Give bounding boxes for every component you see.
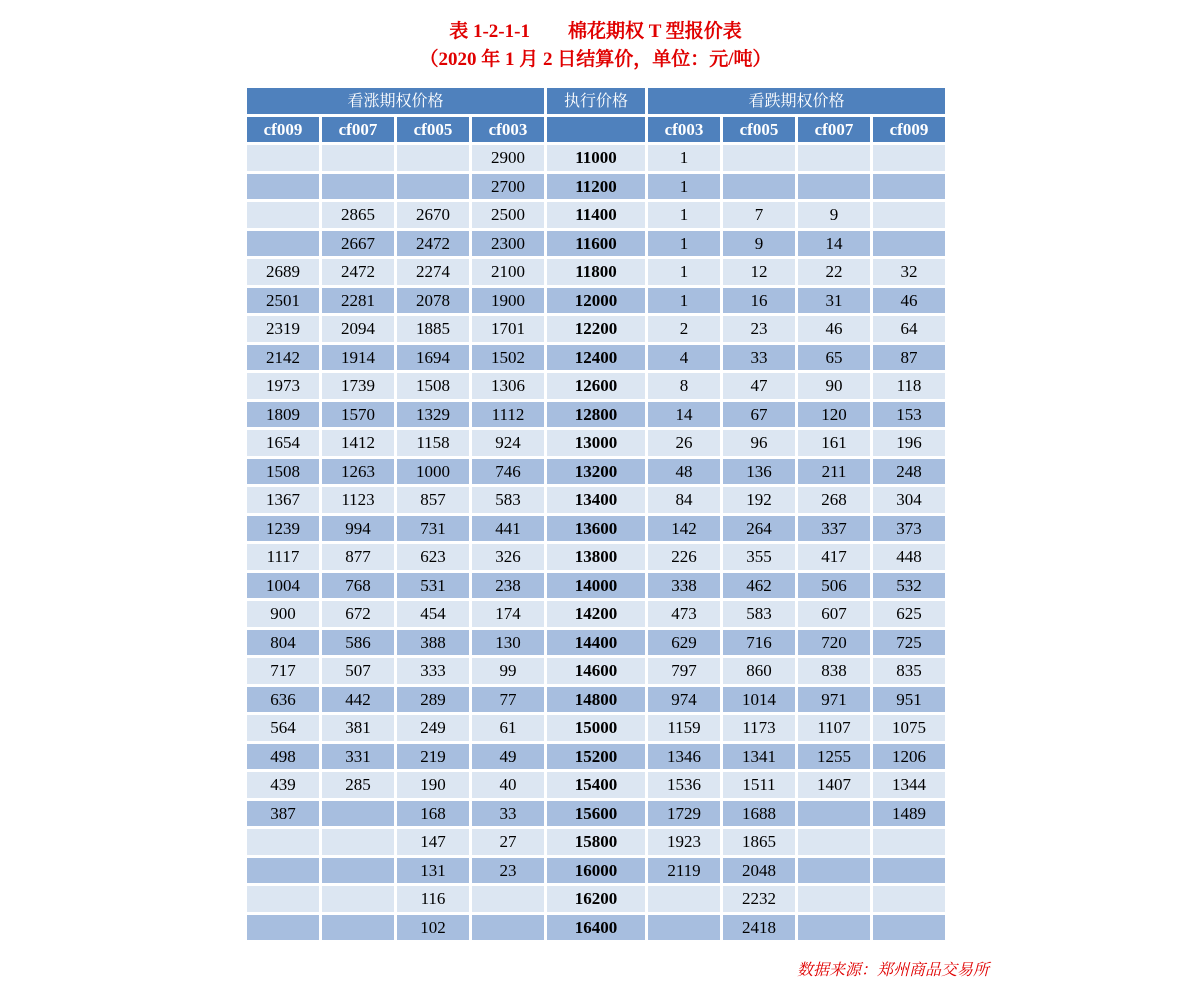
put-price-cell [648,915,720,941]
put-price-cell: 196 [873,430,945,456]
table-row [247,858,945,884]
put-price-cell: 835 [873,658,945,684]
strike-price-cell: 15600 [547,801,645,827]
call-price-cell: 33 [472,801,544,827]
call-column-header: cf007 [322,117,394,143]
put-price-cell: 33 [723,345,795,371]
call-price-cell [247,231,319,257]
call-price-cell: 623 [397,544,469,570]
put-price-cell: 120 [798,402,870,428]
put-group-header: 看跌期权价格 [648,88,945,114]
put-price-cell: 462 [723,573,795,599]
call-price-cell: 116 [397,886,469,912]
table-row [247,544,945,570]
put-price-cell: 90 [798,373,870,399]
call-price-cell: 2501 [247,288,319,314]
put-price-cell: 974 [648,687,720,713]
put-price-cell: 1014 [723,687,795,713]
put-price-cell: 417 [798,544,870,570]
put-price-cell: 26 [648,430,720,456]
put-price-cell [873,858,945,884]
call-price-cell: 131 [397,858,469,884]
strike-price-cell: 16000 [547,858,645,884]
put-price-cell: 136 [723,459,795,485]
call-price-cell: 531 [397,573,469,599]
call-price-cell: 1809 [247,402,319,428]
put-price-cell: 725 [873,630,945,656]
put-price-cell: 264 [723,516,795,542]
put-price-cell: 1255 [798,744,870,770]
call-price-cell: 40 [472,772,544,798]
call-price-cell [472,886,544,912]
t-quote-table [244,85,948,943]
call-price-cell: 636 [247,687,319,713]
call-price-cell: 2142 [247,345,319,371]
call-price-cell [247,915,319,941]
put-price-cell [798,858,870,884]
call-price-cell: 924 [472,430,544,456]
put-price-cell: 153 [873,402,945,428]
call-price-cell: 27 [472,829,544,855]
call-price-cell: 1263 [322,459,394,485]
put-price-cell [873,915,945,941]
call-price-cell: 507 [322,658,394,684]
table-row [247,886,945,912]
call-price-cell [322,829,394,855]
put-price-cell: 797 [648,658,720,684]
put-price-cell: 1 [648,174,720,200]
put-price-cell: 46 [873,288,945,314]
call-price-cell: 1112 [472,402,544,428]
call-price-cell: 381 [322,715,394,741]
put-price-cell [873,829,945,855]
call-price-cell: 1570 [322,402,394,428]
table-row [247,601,945,627]
call-price-cell: 2900 [472,145,544,171]
put-price-cell: 1173 [723,715,795,741]
put-column-header: cf003 [648,117,720,143]
strike-price-cell: 13600 [547,516,645,542]
strike-price-cell: 15200 [547,744,645,770]
call-price-cell [247,829,319,855]
call-price-cell: 285 [322,772,394,798]
call-price-cell: 326 [472,544,544,570]
put-price-cell [873,174,945,200]
call-price-cell: 147 [397,829,469,855]
put-price-cell: 211 [798,459,870,485]
call-price-cell [322,858,394,884]
put-price-cell: 1865 [723,829,795,855]
call-price-cell: 1158 [397,430,469,456]
put-price-cell: 65 [798,345,870,371]
call-price-cell: 1973 [247,373,319,399]
call-price-cell [397,145,469,171]
put-price-cell: 161 [798,430,870,456]
table-row [247,487,945,513]
call-price-cell: 219 [397,744,469,770]
put-price-cell: 304 [873,487,945,513]
call-price-cell: 804 [247,630,319,656]
call-price-cell: 1123 [322,487,394,513]
call-price-cell: 2689 [247,259,319,285]
strike-price-cell: 11600 [547,231,645,257]
call-price-cell [247,202,319,228]
put-price-cell: 248 [873,459,945,485]
put-price-cell [798,915,870,941]
put-price-cell: 1 [648,259,720,285]
strike-price-cell: 16400 [547,915,645,941]
call-price-cell: 1367 [247,487,319,513]
put-price-cell: 337 [798,516,870,542]
put-price-cell: 1159 [648,715,720,741]
put-price-cell: 1729 [648,801,720,827]
put-price-cell: 355 [723,544,795,570]
put-price-cell: 338 [648,573,720,599]
call-price-cell: 387 [247,801,319,827]
put-price-cell: 607 [798,601,870,627]
put-price-cell: 629 [648,630,720,656]
call-price-cell: 746 [472,459,544,485]
call-price-cell: 289 [397,687,469,713]
put-price-cell: 448 [873,544,945,570]
table-row [247,772,945,798]
call-price-cell: 1701 [472,316,544,342]
put-price-cell: 9 [723,231,795,257]
table-row [247,345,945,371]
group-header-row [247,88,945,114]
put-price-cell: 1536 [648,772,720,798]
put-price-cell: 1923 [648,829,720,855]
table-row [247,801,945,827]
call-price-cell: 2472 [322,259,394,285]
put-price-cell: 1489 [873,801,945,827]
table-row [247,288,945,314]
call-price-cell: 877 [322,544,394,570]
strike-price-cell: 11400 [547,202,645,228]
call-price-cell: 249 [397,715,469,741]
call-price-cell: 2700 [472,174,544,200]
put-price-cell: 64 [873,316,945,342]
table-row [247,145,945,171]
call-price-cell: 333 [397,658,469,684]
table-row [247,715,945,741]
table-row [247,915,945,941]
put-price-cell [873,202,945,228]
put-price-cell: 14 [798,231,870,257]
call-group-header: 看涨期权价格 [247,88,544,114]
call-price-cell: 168 [397,801,469,827]
call-price-cell [322,915,394,941]
call-price-cell: 768 [322,573,394,599]
put-price-cell: 716 [723,630,795,656]
call-price-cell [247,174,319,200]
call-price-cell: 2281 [322,288,394,314]
call-price-cell [397,174,469,200]
put-price-cell: 7 [723,202,795,228]
call-price-cell: 994 [322,516,394,542]
put-price-cell: 1107 [798,715,870,741]
strike-price-cell: 14800 [547,687,645,713]
put-price-cell: 47 [723,373,795,399]
call-price-cell: 49 [472,744,544,770]
put-price-cell: 84 [648,487,720,513]
put-price-cell: 46 [798,316,870,342]
strike-price-cell: 14000 [547,573,645,599]
put-price-cell: 31 [798,288,870,314]
put-price-cell: 268 [798,487,870,513]
call-price-cell: 441 [472,516,544,542]
put-price-cell: 971 [798,687,870,713]
strike-price-cell: 12800 [547,402,645,428]
call-price-cell: 1306 [472,373,544,399]
put-price-cell [798,886,870,912]
call-price-cell: 1508 [397,373,469,399]
call-price-cell: 564 [247,715,319,741]
put-price-cell: 720 [798,630,870,656]
call-price-cell: 731 [397,516,469,542]
put-price-cell [873,231,945,257]
call-price-cell: 77 [472,687,544,713]
put-price-cell: 1341 [723,744,795,770]
put-price-cell: 48 [648,459,720,485]
call-price-cell [322,145,394,171]
table-title: 表 1-2-1-1 棉花期权 T 型报价表 [449,21,742,42]
table-row [247,573,945,599]
call-price-cell: 442 [322,687,394,713]
strike-price-cell: 11800 [547,259,645,285]
call-price-cell: 388 [397,630,469,656]
strike-price-cell: 12000 [547,288,645,314]
call-price-cell: 2670 [397,202,469,228]
call-price-cell: 1117 [247,544,319,570]
table-subtitle: （2020 年 1 月 2 日结算价，单位：元/吨） [419,49,772,70]
call-price-cell: 2472 [397,231,469,257]
call-price-cell: 61 [472,715,544,741]
strike-price-cell: 16200 [547,886,645,912]
strike-price-cell: 15800 [547,829,645,855]
table-row [247,658,945,684]
call-price-cell: 2078 [397,288,469,314]
call-price-cell: 1900 [472,288,544,314]
call-price-cell: 174 [472,601,544,627]
put-price-cell: 838 [798,658,870,684]
strike-price-cell: 11000 [547,145,645,171]
call-price-cell: 454 [397,601,469,627]
put-price-cell [798,801,870,827]
put-price-cell: 67 [723,402,795,428]
strike-price-cell: 13400 [547,487,645,513]
put-price-cell: 1 [648,231,720,257]
call-price-cell: 2667 [322,231,394,257]
call-price-cell: 23 [472,858,544,884]
put-column-header: cf005 [723,117,795,143]
put-column-header: cf009 [873,117,945,143]
put-price-cell: 860 [723,658,795,684]
call-price-cell: 857 [397,487,469,513]
put-price-cell [873,886,945,912]
strike-price-cell: 11200 [547,174,645,200]
put-price-cell: 373 [873,516,945,542]
call-column-header: cf009 [247,117,319,143]
put-price-cell: 1511 [723,772,795,798]
put-price-cell: 142 [648,516,720,542]
call-price-cell: 900 [247,601,319,627]
call-price-cell [472,915,544,941]
put-price-cell [723,145,795,171]
strike-column-header [547,117,645,143]
table-row [247,430,945,456]
table-row [247,630,945,656]
put-price-cell [798,174,870,200]
call-price-cell: 2500 [472,202,544,228]
table-row [247,259,945,285]
table-row [247,202,945,228]
put-price-cell: 2418 [723,915,795,941]
call-column-header: cf005 [397,117,469,143]
call-price-cell: 1508 [247,459,319,485]
put-price-cell [723,174,795,200]
call-price-cell: 102 [397,915,469,941]
table-row [247,174,945,200]
call-price-cell: 1239 [247,516,319,542]
column-header-row [247,117,945,143]
table-row [247,231,945,257]
put-price-cell [798,145,870,171]
strike-price-cell: 12400 [547,345,645,371]
put-price-cell: 2048 [723,858,795,884]
call-price-cell: 1694 [397,345,469,371]
strike-price-cell: 13000 [547,430,645,456]
strike-price-cell: 14400 [547,630,645,656]
put-price-cell: 96 [723,430,795,456]
put-price-cell: 2119 [648,858,720,884]
put-column-header: cf007 [798,117,870,143]
call-price-cell: 1000 [397,459,469,485]
table-row [247,744,945,770]
call-price-cell: 1654 [247,430,319,456]
strike-price-cell: 14600 [547,658,645,684]
call-price-cell: 130 [472,630,544,656]
put-price-cell: 14 [648,402,720,428]
call-price-cell: 1412 [322,430,394,456]
put-price-cell: 583 [723,601,795,627]
call-price-cell: 583 [472,487,544,513]
put-price-cell: 2232 [723,886,795,912]
put-price-cell: 532 [873,573,945,599]
call-price-cell [322,174,394,200]
put-price-cell: 8 [648,373,720,399]
put-price-cell: 625 [873,601,945,627]
call-price-cell: 439 [247,772,319,798]
call-price-cell: 2100 [472,259,544,285]
data-source-note: 数据来源：郑州商品交易所 [797,960,990,979]
put-price-cell: 1206 [873,744,945,770]
table-row [247,373,945,399]
table-row [247,516,945,542]
put-price-cell: 23 [723,316,795,342]
call-price-cell: 99 [472,658,544,684]
put-price-cell: 1 [648,202,720,228]
put-price-cell: 12 [723,259,795,285]
put-price-cell: 16 [723,288,795,314]
call-price-cell: 586 [322,630,394,656]
put-price-cell: 473 [648,601,720,627]
put-price-cell: 1346 [648,744,720,770]
call-price-cell: 1502 [472,345,544,371]
put-price-cell: 9 [798,202,870,228]
strike-price-cell: 15400 [547,772,645,798]
call-price-cell: 2865 [322,202,394,228]
table-row [247,829,945,855]
put-price-cell: 87 [873,345,945,371]
put-price-cell: 1407 [798,772,870,798]
call-price-cell: 190 [397,772,469,798]
call-price-cell: 2274 [397,259,469,285]
put-price-cell: 1 [648,288,720,314]
strike-price-cell: 13200 [547,459,645,485]
put-price-cell [798,829,870,855]
put-price-cell [873,145,945,171]
call-price-cell [247,886,319,912]
strike-price-cell: 15000 [547,715,645,741]
call-price-cell: 1914 [322,345,394,371]
put-price-cell: 118 [873,373,945,399]
put-price-cell: 4 [648,345,720,371]
call-price-cell: 2094 [322,316,394,342]
put-price-cell: 226 [648,544,720,570]
put-price-cell: 1344 [873,772,945,798]
call-price-cell [247,858,319,884]
call-price-cell [247,145,319,171]
call-price-cell: 1739 [322,373,394,399]
put-price-cell: 2 [648,316,720,342]
table-row [247,459,945,485]
call-price-cell: 1329 [397,402,469,428]
strike-group-header: 执行价格 [547,88,645,114]
call-price-cell: 1004 [247,573,319,599]
put-price-cell: 1 [648,145,720,171]
put-price-cell: 1688 [723,801,795,827]
put-price-cell: 192 [723,487,795,513]
call-column-header: cf003 [472,117,544,143]
strike-price-cell: 14200 [547,601,645,627]
strike-price-cell: 12200 [547,316,645,342]
quote-table-body [247,145,945,940]
table-row [247,316,945,342]
call-price-cell: 331 [322,744,394,770]
call-price-cell: 2300 [472,231,544,257]
call-price-cell [322,801,394,827]
table-row [247,687,945,713]
put-price-cell: 22 [798,259,870,285]
call-price-cell: 717 [247,658,319,684]
call-price-cell [322,886,394,912]
call-price-cell: 1885 [397,316,469,342]
put-price-cell: 951 [873,687,945,713]
put-price-cell [648,886,720,912]
table-row [247,402,945,428]
put-price-cell: 1075 [873,715,945,741]
strike-price-cell: 12600 [547,373,645,399]
strike-price-cell: 13800 [547,544,645,570]
call-price-cell: 672 [322,601,394,627]
call-price-cell: 238 [472,573,544,599]
call-price-cell: 2319 [247,316,319,342]
call-price-cell: 498 [247,744,319,770]
put-price-cell: 32 [873,259,945,285]
put-price-cell: 506 [798,573,870,599]
